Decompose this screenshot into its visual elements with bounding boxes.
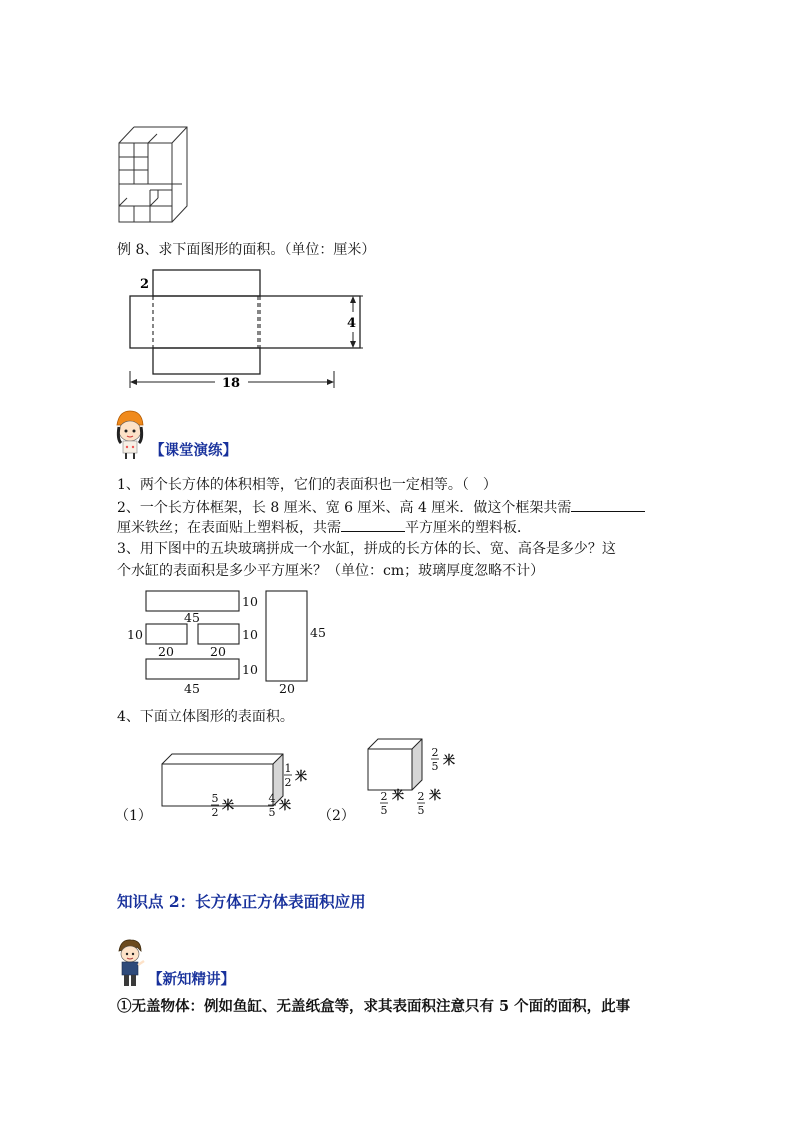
fig1-depth-unit: 米 [278, 798, 292, 812]
answer-blank-plastic[interactable] [341, 518, 405, 532]
fig2-height-den: 5 [431, 760, 439, 773]
glass-top-height: 10 [242, 594, 258, 609]
cartoon-boy-icon [113, 937, 147, 989]
cuboid-figure-1 [155, 750, 308, 822]
fig1-width-unit: 米 [221, 798, 235, 812]
figure-label-2: （2） [318, 808, 355, 824]
box-net-figure [120, 266, 370, 396]
glass-pieces-figure [118, 586, 338, 698]
glass-bottom-width: 45 [184, 681, 200, 696]
fig2-depth-unit: 米 [428, 788, 442, 802]
question-3-line2: 个水缸的表面积是多少平方厘米？（单位：cm；玻璃厚度忽略不计） [117, 563, 545, 579]
question-4: 4、下面立体图形的表面积。 [117, 709, 294, 725]
glass-tall-width: 20 [279, 681, 295, 696]
glass-tall-height: 45 [310, 625, 326, 640]
fig1-height-den: 2 [284, 776, 292, 789]
question-2-text-c: 平方厘米的塑料板． [405, 520, 531, 536]
question-2-line1 [117, 498, 645, 517]
glass-mid-left-width: 20 [158, 644, 174, 659]
practice-heading: 【课堂演练】 [150, 442, 237, 459]
fig2-width-den: 5 [380, 804, 388, 817]
question-2-line2 [117, 518, 531, 537]
fig2-width-num: 2 [380, 790, 388, 803]
knowledge-point-2-title: 知识点 2：长方体正方体表面积应用 [117, 892, 366, 911]
fig2-height-unit: 米 [442, 753, 456, 767]
cube-stack-figure [112, 124, 192, 230]
fig2-height-num: 2 [431, 746, 439, 759]
fig1-depth-den: 5 [268, 806, 276, 819]
question-3-line1: 3、用下图中的五块玻璃拼成一个水缸，拼成的长方体的长、宽、高各是多少？这 [117, 541, 616, 557]
fig2-width-unit: 米 [391, 788, 405, 802]
glass-bottom-height: 10 [242, 662, 258, 677]
net-label-4: 4 [347, 316, 357, 331]
cartoon-girl-icon [113, 409, 147, 461]
fig2-depth-num: 2 [417, 790, 425, 803]
example-8-title: 例 8、求下面图形的面积。（单位：厘米） [117, 242, 376, 258]
answer-blank-wire[interactable] [571, 498, 645, 512]
glass-mid-right-width: 20 [210, 644, 226, 659]
new-knowledge-heading: 【新知精讲】 [148, 971, 235, 988]
cube-figure-2 [362, 733, 472, 815]
fig1-height-num: 1 [284, 762, 292, 775]
glass-mid-height: 10 [127, 627, 143, 642]
net-label-2: 2 [140, 277, 150, 292]
question-1: 1、两个长方体的体积相等，它们的表面积也一定相等。（ ） [117, 477, 497, 493]
glass-top-width: 45 [184, 610, 200, 625]
question-2-text-b: 厘米铁丝；在表面贴上塑料板，共需 [117, 520, 341, 536]
fig1-depth-num: 4 [268, 792, 276, 805]
figure-label-1: （1） [115, 808, 152, 824]
fig1-width-num: 5 [211, 792, 219, 805]
fig1-width-den: 2 [211, 806, 219, 819]
question-2-text-a: 2、一个长方体框架，长 8 厘米、宽 6 厘米、高 4 厘米．做这个框架共需 [117, 500, 572, 516]
new-knowledge-item-1: ①无盖物体：例如鱼缸、无盖纸盒等，求其表面积注意只有 5 个面的面积，此事 [117, 998, 631, 1015]
glass-mid-right-height: 10 [242, 627, 258, 642]
net-label-18: 18 [222, 376, 241, 391]
fig2-depth-den: 5 [417, 804, 425, 817]
fig1-height-unit: 米 [294, 769, 308, 783]
